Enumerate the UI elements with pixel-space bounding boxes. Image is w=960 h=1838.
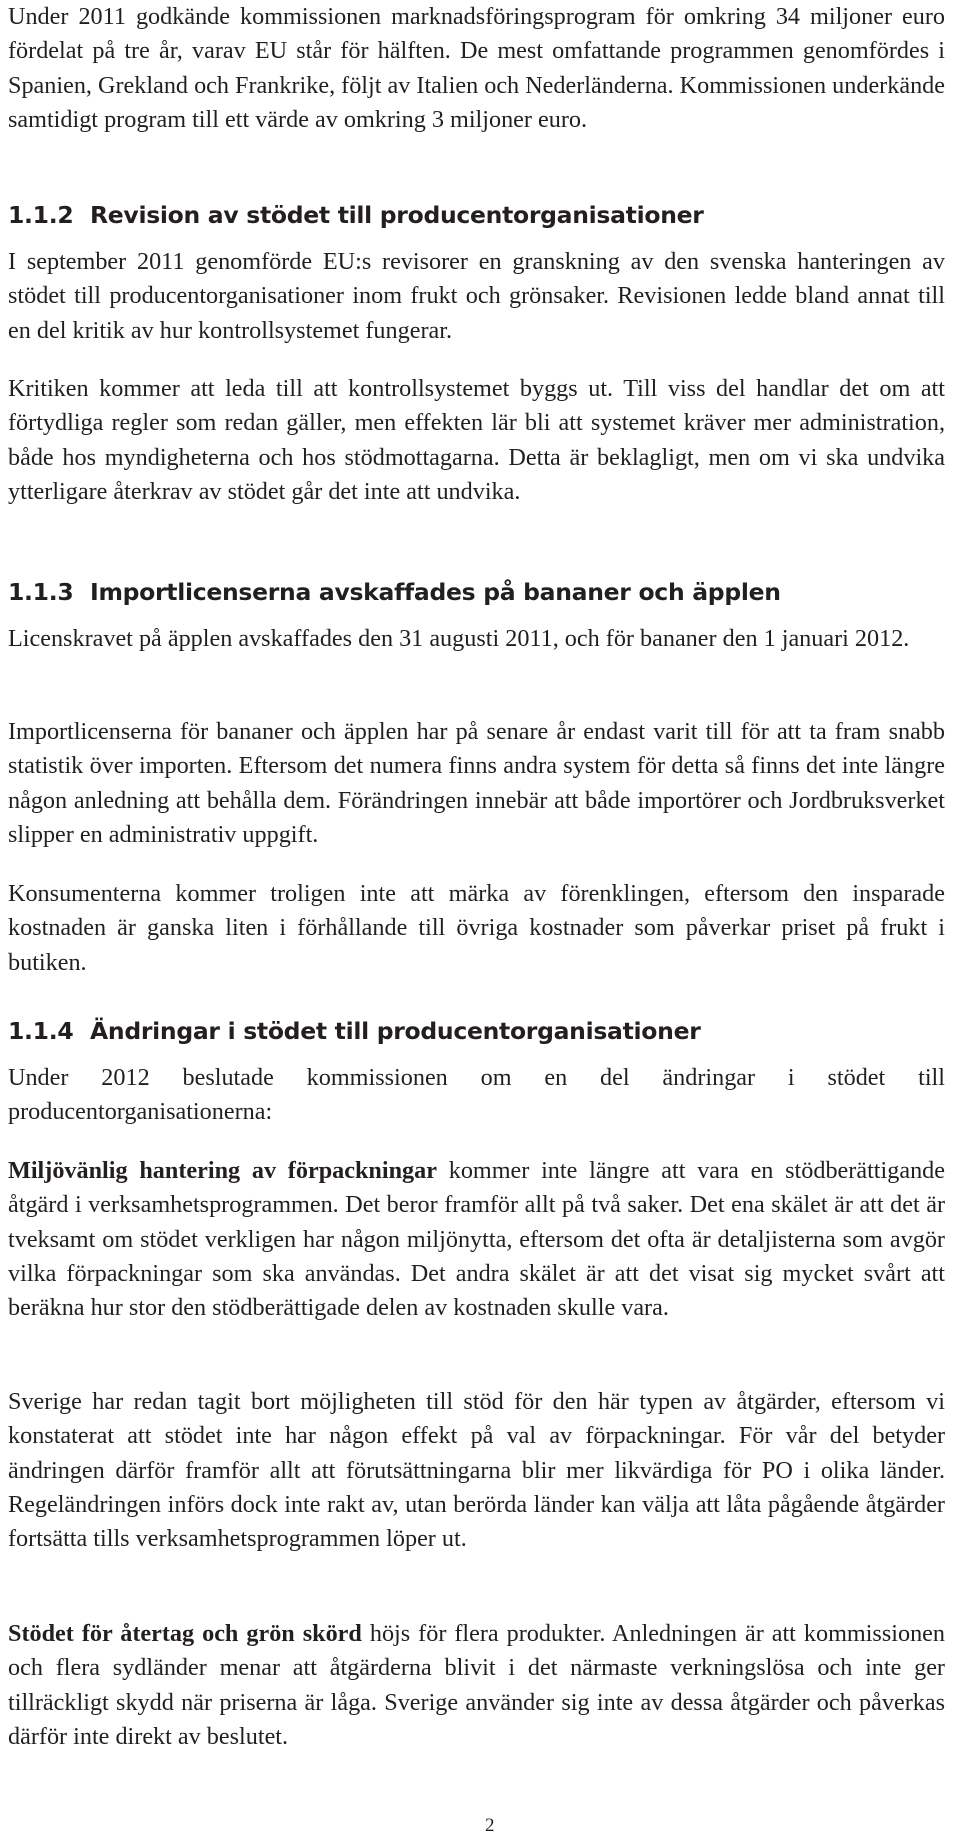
page-number: 2: [485, 1815, 495, 1836]
revision-paragraph-2: Kritiken kommer att leda till att kontrollsystemet byggs ut. Till viss del handlar det om att förtydliga regler som redan gäller, men effekten lär bli att systemet kräver mer administration, både hos myndigheterna och hos stödmottagarna. Detta är beklagligt, men om vi ska undvika ytterligare återkrav av stödet går det inte att undvika.: [8, 375, 945, 505]
heading-1-1-3: [8, 577, 781, 607]
heading-1-1-4: [8, 1016, 701, 1046]
heading-title: Revision av stödet till producentorganisationer: [90, 201, 704, 229]
packaging-lead: Miljövänlig hantering av förpackningar: [8, 1157, 437, 1184]
heading-title: Ändringar i stödet till producentorganisationer: [90, 1017, 701, 1045]
withdrawal-lead: Stödet för återtag och grön skörd: [8, 1620, 362, 1647]
heading-number: 1.1.2: [8, 201, 74, 229]
withdrawal-paragraph: [8, 1617, 945, 1754]
withdrawal-text: höjs för flera produkter. Anledningen är att kommissionen och flera sydländer menar att åtgärderna blivit i det närmaste verkningslösa och inte ger tillräckligt skydd när priserna är låga. Sverige använder sig inte av dessa åtgärder och påverkas därför inte direkt av beslutet.: [8, 1620, 945, 1750]
import-paragraph-2: Importlicenserna för bananer och äpplen har på senare år endast varit till för att ta fram snabb statistik över importen. Eftersom det numera finns andra system för detta så finns det inte längre någon anledning att behålla dem. Förändringen innebär att både importörer och Jordbruksverket slipper en administrativ uppgift.: [8, 718, 945, 848]
packaging-paragraph: [8, 1154, 945, 1325]
heading-number: 1.1.4: [8, 1017, 74, 1045]
intro-paragraph: Under 2011 godkände kommissionen marknadsföringsprogram för omkring 34 miljoner euro fördelat på tre år, varav EU står för hälften. De mest omfattande programmen genomfördes i Spanien, Grekland och Frankrike, följt av Italien och Nederländerna. Kommissionen underkände samtidigt program till ett värde av omkring 3 miljoner euro.: [8, 3, 945, 133]
heading-number: 1.1.3: [8, 578, 74, 606]
sweden-paragraph: Sverige har redan tagit bort möjligheten till stöd för den här typen av åtgärder, eftersom vi konstaterat att stödet inte har någon effekt på val av förpackningar. För vår del betyder ändringen därför framför allt att förutsättningarna blir mer likvärdiga för PO i olika länder. Regeländringen införs dock inte rakt av, utan berörda länder kan välja att låta pågående åtgärder fortsätta tills verksamhetsprogrammen löper ut.: [8, 1388, 945, 1553]
heading-1-1-2: [8, 200, 704, 230]
revision-paragraph-1: I september 2011 genomförde EU:s revisorer en granskning av den svenska hanteringen av stödet till producentorganisationer inom frukt och grönsaker. Revisionen ledde bland annat till en del kritik av hur kontrollsystemet fungerar.: [8, 248, 945, 344]
changes-intro-paragraph: Under 2012 beslutade kommissionen om en del ändringar i stödet till producentorganisationerna:: [8, 1064, 945, 1126]
import-paragraph-1: Licenskravet på äpplen avskaffades den 31 augusti 2011, och för bananer den 1 januari 2012.: [8, 625, 910, 652]
heading-title: Importlicenserna avskaffades på bananer och äpplen: [90, 578, 781, 606]
packaging-text: kommer inte längre att vara en stödberättigande åtgärd i verksamhetsprogrammen. Det beror framför allt på två saker. Det ena skälet är att det är tveksamt om stödet verkligen har någon miljönytta, eftersom det ofta är detaljisterna som avgör vilka förpackningar som ska användas. Det andra skälet är att det visat sig mycket svårt att beräkna hur stor den stödberättigade delen av kostnaden skulle vara.: [8, 1157, 945, 1322]
import-paragraph-3: Konsumenterna kommer troligen inte att märka av förenklingen, eftersom den insparade kostnaden är ganska liten i förhållande till övriga kostnader som påverkar priset på frukt i butiken.: [8, 880, 945, 976]
